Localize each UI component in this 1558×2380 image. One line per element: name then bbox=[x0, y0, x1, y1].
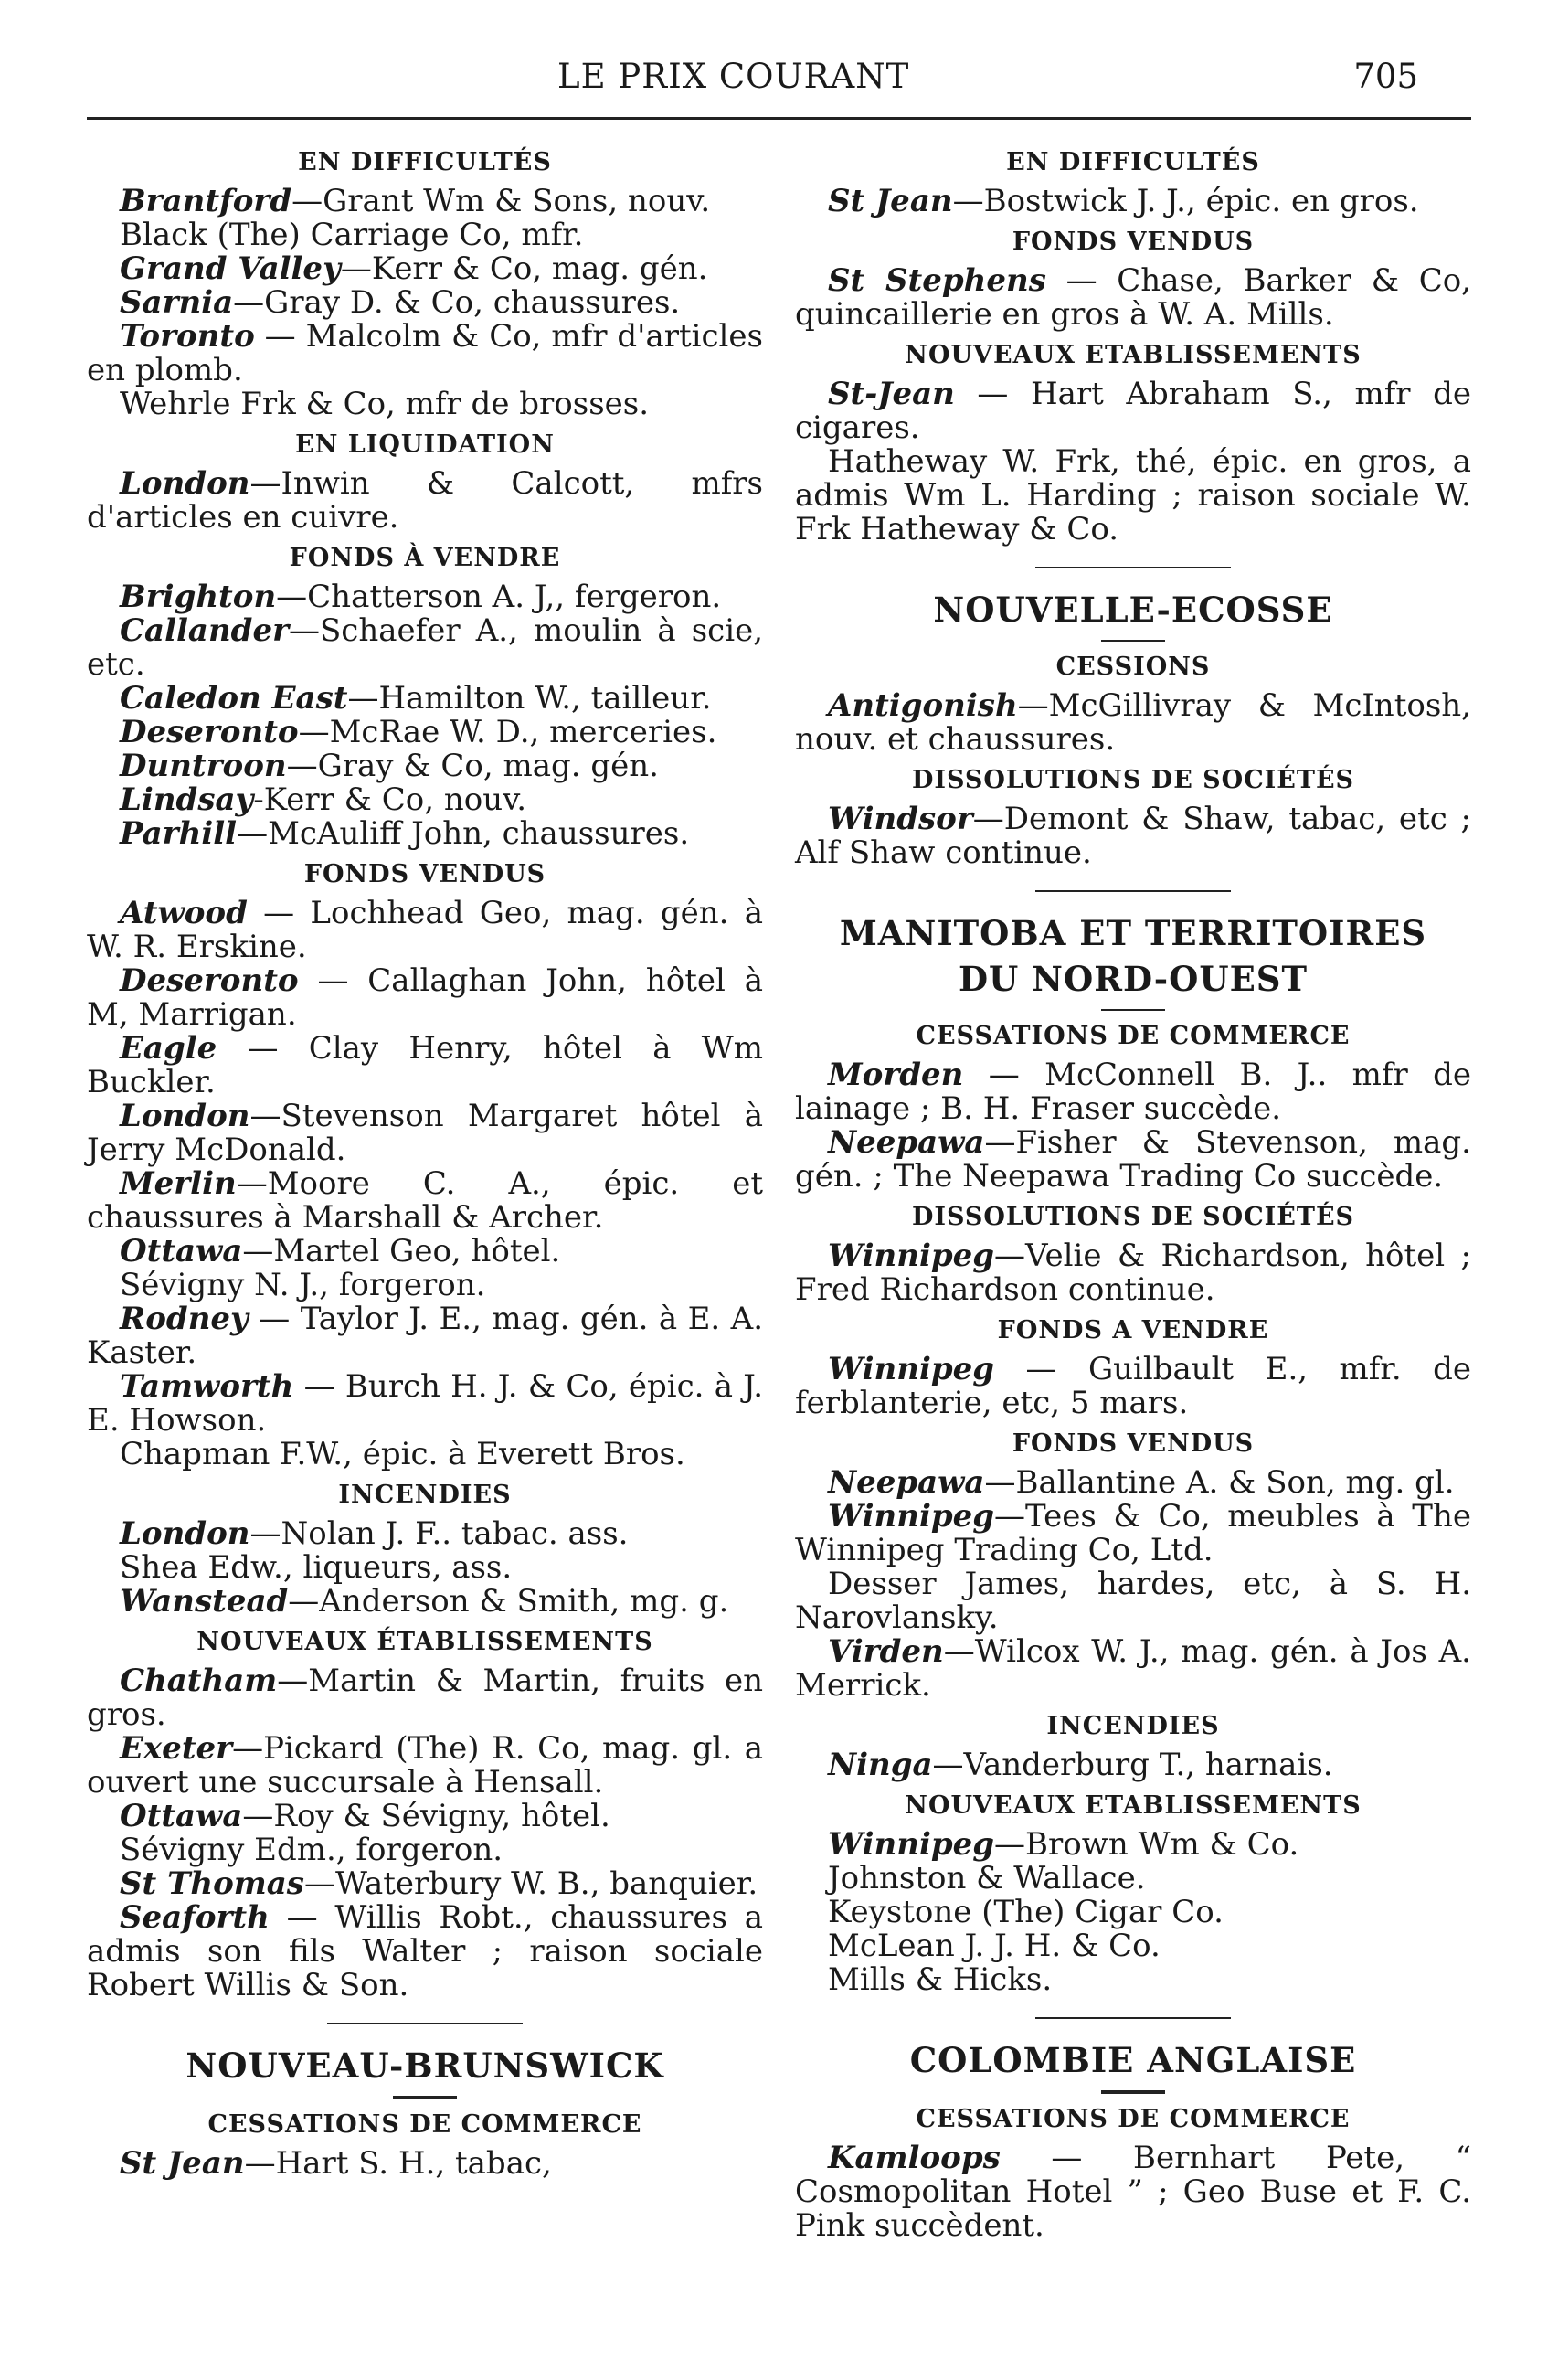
listing-entry bbox=[87, 2147, 763, 2181]
place-name: Ottawa bbox=[120, 1233, 243, 1270]
entry-text: Inwin & Calcott, mfrs d'articles en cuivre. bbox=[87, 465, 763, 536]
province-rule bbox=[1101, 640, 1165, 642]
listing-entry bbox=[87, 1235, 763, 1269]
entry-dash: — bbox=[233, 284, 265, 321]
place-name: Seaforth bbox=[120, 1899, 270, 1936]
entry-dash: — bbox=[963, 1057, 1045, 1093]
listing-entry bbox=[795, 1466, 1471, 1500]
listing-entry bbox=[795, 1500, 1471, 1567]
place-name: St Stephens bbox=[828, 262, 1046, 299]
listing-entry bbox=[87, 964, 763, 1032]
section-rule bbox=[1035, 2017, 1231, 2019]
place-name: London bbox=[120, 1515, 250, 1552]
listing-entry bbox=[795, 445, 1471, 547]
entry-text: Lochhead Geo, mag. gén. à W. R. Erskine. bbox=[87, 895, 763, 965]
place-name: Brighton bbox=[120, 579, 277, 615]
place-name: Morden bbox=[828, 1057, 964, 1093]
listing-entry bbox=[87, 580, 763, 614]
listing-entry bbox=[795, 1239, 1471, 1307]
place-name: London bbox=[120, 1098, 250, 1134]
listing-entry bbox=[795, 2141, 1471, 2243]
section-entries bbox=[795, 1058, 1471, 1194]
left-sections bbox=[87, 146, 763, 2003]
listing-entry bbox=[87, 1517, 763, 1551]
entry-text: Kerr & Co, mag. gén. bbox=[371, 250, 708, 287]
entry-dash: — bbox=[994, 1826, 1026, 1863]
listing-entry bbox=[795, 1567, 1471, 1635]
listing-entry bbox=[87, 682, 763, 716]
entry-dash: — bbox=[254, 318, 306, 355]
listing-entry bbox=[795, 1353, 1471, 1420]
place-name: St-Jean bbox=[828, 376, 955, 412]
entry-text: Malcolm & Co, mfr d'articles en plomb. bbox=[87, 318, 763, 388]
listing-entry bbox=[87, 1302, 763, 1370]
entry-text: McAuliff John, chaussures. bbox=[268, 815, 690, 852]
section-heading: NOUVEAUX ETABLISSEMENTS bbox=[905, 341, 1362, 369]
entry-dash: — bbox=[984, 1464, 1016, 1501]
entry-dash: — bbox=[247, 895, 311, 931]
entry-text: Bostwick J. J., épic. en gros. bbox=[983, 183, 1419, 219]
entry-dash: — bbox=[298, 962, 368, 999]
listing-entry bbox=[795, 377, 1471, 445]
section-entries bbox=[87, 1517, 763, 1619]
province-title: COLOMBIE ANGLAISE bbox=[909, 2040, 1357, 2080]
manitoba-sections bbox=[795, 1020, 1471, 1997]
place-name: Winnipeg bbox=[828, 1826, 995, 1863]
entry-dash: — bbox=[298, 714, 330, 750]
section-entries bbox=[795, 1828, 1471, 1997]
entry-text: Hart S. H., tabac, bbox=[275, 2145, 552, 2182]
entry-text: Black (The) Carriage Co, mfr. bbox=[120, 217, 584, 253]
entry-text: Martin & Martin, fruits en gros. bbox=[87, 1663, 763, 1733]
entry-dash: — bbox=[293, 1368, 345, 1405]
listing-entry bbox=[795, 1126, 1471, 1194]
entry-dash: — bbox=[1000, 2140, 1133, 2176]
place-name: Caledon East bbox=[120, 680, 348, 717]
entry-text: Martel Geo, hôtel. bbox=[273, 1233, 561, 1270]
entry-text: Gray & Co, mag. gén. bbox=[317, 748, 659, 784]
right-column bbox=[795, 139, 1471, 2243]
place-name: Chatham bbox=[120, 1663, 278, 1699]
entry-text: McRae W. D., merceries. bbox=[329, 714, 717, 750]
section-entries bbox=[87, 467, 763, 535]
entry-text: Willis Robt., chaussures a admis son fils Walter ; raison sociale Robert Willis & Son. bbox=[87, 1899, 763, 2003]
entry-text: Waterbury W. B., banquier. bbox=[334, 1865, 758, 1902]
entry-text: Mills & Hicks. bbox=[828, 1961, 1053, 1998]
section-heading: NOUVEAUX ETABLISSEMENTS bbox=[905, 1791, 1362, 1820]
listing-entry bbox=[87, 286, 763, 320]
entry-dash: — bbox=[994, 1238, 1026, 1274]
place-name: Grand Valley bbox=[120, 250, 341, 287]
section-entries bbox=[87, 580, 763, 851]
entry-text: Moore C. A., épic. et chaussures à Marshall & Archer. bbox=[87, 1165, 763, 1236]
place-name: Brantford bbox=[120, 183, 292, 219]
listing-entry bbox=[87, 467, 763, 535]
section-entries bbox=[795, 1748, 1471, 1782]
entry-text: Demont & Shaw, tabac, etc ; Alf Shaw continue. bbox=[795, 801, 1471, 871]
section-heading: CESSATIONS DE COMMERCE bbox=[916, 2105, 1351, 2133]
entry-dash: - bbox=[253, 781, 264, 818]
section-heading: FONDS VENDUS bbox=[303, 860, 546, 888]
place-name: Winnipeg bbox=[828, 1238, 995, 1274]
place-name: Atwood bbox=[120, 895, 248, 931]
entry-text: Sévigny N. J., forgeron. bbox=[120, 1267, 486, 1303]
section-rule bbox=[327, 2023, 523, 2024]
listing-entry bbox=[87, 1100, 763, 1167]
entry-text: Roy & Sévigny, hôtel. bbox=[273, 1798, 610, 1834]
listing-entry bbox=[87, 1167, 763, 1235]
place-name: Wanstead bbox=[120, 1583, 289, 1620]
place-name: Ninga bbox=[828, 1747, 933, 1783]
entry-text: Taylor J. E., mag. gén. à E. A. Kaster. bbox=[87, 1301, 763, 1371]
place-name: Deseronto bbox=[120, 714, 299, 750]
entry-text: McGillivray & McIntosh, nouv. et chaussures. bbox=[795, 687, 1471, 758]
section-entries bbox=[87, 897, 763, 1472]
listing-entry bbox=[87, 1867, 763, 1901]
section-entries bbox=[795, 689, 1471, 757]
section-heading: INCENDIES bbox=[1046, 1712, 1220, 1740]
entry-text: Guilbault E., mfr. de ferblanterie, etc, 5 mars. bbox=[795, 1351, 1471, 1421]
entry-text: Hamilton W., tailleur. bbox=[378, 680, 712, 717]
listing-entry bbox=[795, 1862, 1471, 1896]
listing-entry bbox=[795, 1828, 1471, 1862]
entry-text: Hart Abraham S., mfr de cigares. bbox=[795, 376, 1471, 446]
entry-text: Kerr & Co, nouv. bbox=[263, 781, 527, 818]
section-entries bbox=[795, 802, 1471, 870]
entry-text: Chase, Barker & Co, quincaillerie en gros à W. A. Mills. bbox=[795, 262, 1471, 333]
nouvelle-ecosse-sections bbox=[795, 651, 1471, 870]
entry-dash: — bbox=[242, 1233, 274, 1270]
place-name: Duntroon bbox=[120, 748, 287, 784]
place-name: Parhill bbox=[120, 815, 238, 852]
entry-dash: — bbox=[249, 1098, 281, 1134]
place-name: Merlin bbox=[120, 1165, 237, 1202]
listing-entry bbox=[87, 218, 763, 252]
entry-dash: — bbox=[249, 465, 281, 502]
entry-dash: — bbox=[1045, 262, 1118, 299]
listing-entry bbox=[795, 1748, 1471, 1782]
entry-dash: — bbox=[952, 183, 984, 219]
place-name: Callander bbox=[120, 612, 289, 649]
entry-text: Sévigny Edm., forgeron. bbox=[120, 1832, 503, 1868]
place-name: St Jean bbox=[828, 183, 953, 219]
entry-dash: — bbox=[943, 1633, 975, 1670]
page-number: 705 bbox=[1353, 57, 1418, 96]
entry-text: Keystone (The) Cigar Co. bbox=[828, 1894, 1224, 1930]
section-heading: FONDS A VENDRE bbox=[997, 1316, 1269, 1344]
listing-entry bbox=[795, 1963, 1471, 1997]
place-name: Eagle bbox=[120, 1030, 217, 1067]
place-name: Deseronto bbox=[120, 962, 299, 999]
entry-text: Fisher & Stevenson, mag. gén. ; The Neepawa Trading Co succède. bbox=[795, 1124, 1471, 1195]
listing-entry bbox=[795, 1896, 1471, 1929]
listing-entry bbox=[795, 1058, 1471, 1126]
place-name: Windsor bbox=[828, 801, 973, 837]
section-heading: CESSATIONS DE COMMERCE bbox=[916, 1022, 1351, 1050]
section-entries bbox=[87, 185, 763, 421]
place-name: St Thomas bbox=[120, 1865, 304, 1902]
entry-dash: — bbox=[1017, 687, 1049, 724]
section-entries bbox=[795, 1466, 1471, 1703]
header-rule bbox=[87, 117, 1471, 120]
listing-entry bbox=[87, 252, 763, 286]
entry-dash: — bbox=[286, 748, 318, 784]
entry-dash: — bbox=[303, 1865, 335, 1902]
entry-text: Anderson & Smith, mg. g. bbox=[319, 1583, 729, 1620]
listing-entry bbox=[795, 1635, 1471, 1703]
entry-dash: — bbox=[994, 1498, 1026, 1535]
place-name: London bbox=[120, 465, 250, 502]
section-heading: CESSATIONS DE COMMERCE bbox=[207, 2110, 642, 2139]
province-entries bbox=[87, 2147, 763, 2181]
listing-entry bbox=[87, 1901, 763, 2003]
place-name: Ottawa bbox=[120, 1798, 243, 1834]
entry-text: Brown Wm & Co. bbox=[1025, 1826, 1299, 1863]
listing-entry bbox=[87, 1664, 763, 1732]
entry-text: Clay Henry, hôtel à Wm Buckler. bbox=[87, 1030, 763, 1100]
left-column bbox=[87, 139, 763, 2181]
province-title: NOUVEAU-BRUNSWICK bbox=[185, 2045, 664, 2086]
entry-dash: — bbox=[984, 1124, 1016, 1161]
entry-text: Tees & Co, meubles à The Winnipeg Trading Co, Ltd. bbox=[795, 1498, 1471, 1568]
entry-text: Velie & Richardson, hôtel ; Fred Richardson continue. bbox=[795, 1238, 1471, 1308]
running-title: LE PRIX COURANT bbox=[557, 57, 910, 96]
entry-dash: — bbox=[276, 579, 308, 615]
listing-entry bbox=[87, 1585, 763, 1619]
section-heading: EN DIFFICULTÉS bbox=[298, 148, 552, 176]
listing-entry bbox=[87, 716, 763, 749]
entry-text: Nolan J. F.. tabac. ass. bbox=[281, 1515, 629, 1552]
section-heading: CESSIONS bbox=[1055, 653, 1211, 681]
entry-text: Chapman F.W., épic. à Everett Bros. bbox=[120, 1436, 685, 1472]
place-name: Lindsay bbox=[120, 781, 254, 818]
entry-text: Wehrle Frk & Co, mfr de brosses. bbox=[120, 386, 650, 422]
section-entries bbox=[795, 1239, 1471, 1307]
entry-dash: — bbox=[291, 183, 323, 219]
listing-entry bbox=[87, 1438, 763, 1472]
listing-entry bbox=[87, 1551, 763, 1585]
place-name: Antigonish bbox=[828, 687, 1018, 724]
entry-dash: — bbox=[269, 1899, 335, 1936]
entry-dash: — bbox=[244, 2145, 276, 2182]
place-name: Tamworth bbox=[120, 1368, 294, 1405]
entry-text: Gray D. & Co, chaussures. bbox=[264, 284, 681, 321]
section-entries bbox=[795, 377, 1471, 547]
province-rule bbox=[1101, 2090, 1165, 2094]
section-entries bbox=[795, 185, 1471, 218]
place-name: Neepawa bbox=[828, 1124, 985, 1161]
running-head bbox=[82, 57, 1471, 99]
listing-entry bbox=[795, 264, 1471, 332]
section-heading: NOUVEAUX ÉTABLISSEMENTS bbox=[196, 1628, 653, 1656]
entry-text: Wilcox W. J., mag. gén. à Jos A. Merrick. bbox=[795, 1633, 1471, 1704]
entry-dash: — bbox=[277, 1663, 309, 1699]
section-heading: FONDS À VENDRE bbox=[289, 544, 561, 572]
place-name: Neepawa bbox=[828, 1464, 985, 1501]
entry-dash: — bbox=[236, 1165, 268, 1202]
section-heading: EN DIFFICULTÉS bbox=[1006, 148, 1260, 176]
listing-entry bbox=[87, 1032, 763, 1100]
entry-text: Schaefer A., moulin à scie, etc. bbox=[87, 612, 763, 683]
province-rule bbox=[1101, 1009, 1165, 1011]
entry-text: Bernhart Pete, “ Cosmopolitan Hotel ” ; Geo Buse et F. C. Pink succèdent. bbox=[795, 2140, 1471, 2244]
listing-entry bbox=[87, 749, 763, 783]
listing-entry bbox=[87, 320, 763, 388]
section-heading: FONDS VENDUS bbox=[1012, 228, 1255, 256]
entry-dash: — bbox=[994, 1351, 1088, 1387]
section-heading: EN LIQUIDATION bbox=[295, 430, 555, 459]
listing-entry bbox=[795, 689, 1471, 757]
entry-dash: — bbox=[972, 801, 1004, 837]
listing-entry bbox=[87, 1800, 763, 1833]
entry-dash: — bbox=[249, 1515, 281, 1552]
section-rule bbox=[1035, 567, 1231, 568]
province-title: NOUVELLE-ECOSSE bbox=[933, 590, 1333, 630]
entry-dash: — bbox=[248, 1301, 301, 1337]
entry-text: Hatheway W. Frk, thé, épic. en gros, a admis Wm L. Harding ; raison sociale W. Frk Hatheway & Co. bbox=[795, 443, 1471, 547]
entry-text: Desser James, hardes, etc, à S. H. Narovlansky. bbox=[795, 1566, 1471, 1636]
entry-dash: — bbox=[288, 1583, 320, 1620]
listing-entry bbox=[795, 1929, 1471, 1963]
province-title: MANITOBA ET TERRITOIRES bbox=[839, 913, 1427, 953]
entry-dash: — bbox=[954, 376, 1031, 412]
entry-dash: — bbox=[289, 612, 320, 649]
right-sections bbox=[795, 146, 1471, 547]
entry-dash: — bbox=[237, 815, 269, 852]
entry-text: Chatterson A. J,, fergeron. bbox=[307, 579, 722, 615]
entry-text: McConnell B. J.. mfr de lainage ; B. H. Fraser succède. bbox=[795, 1057, 1471, 1127]
entry-text: Vanderburg T., harnais. bbox=[963, 1747, 1333, 1783]
province-rule bbox=[393, 2096, 457, 2099]
listing-entry bbox=[795, 185, 1471, 218]
listing-entry bbox=[87, 1269, 763, 1302]
section-rule bbox=[1035, 890, 1231, 892]
entry-text: Callaghan John, hôtel à M, Marrigan. bbox=[87, 962, 763, 1033]
entry-dash: — bbox=[217, 1030, 309, 1067]
section-heading: INCENDIES bbox=[338, 1481, 512, 1509]
listing-entry bbox=[87, 185, 763, 218]
section-heading: DISSOLUTIONS DE SOCIÉTÉS bbox=[911, 766, 1355, 794]
listing-entry bbox=[87, 1833, 763, 1867]
entry-text: Ballantine A. & Son, mg. gl. bbox=[1015, 1464, 1455, 1501]
section-entries bbox=[795, 1353, 1471, 1420]
listing-entry bbox=[87, 614, 763, 682]
listing-entry bbox=[87, 388, 763, 421]
listing-entry bbox=[87, 897, 763, 964]
entry-dash: — bbox=[232, 1730, 264, 1767]
colombie-entries bbox=[795, 2141, 1471, 2243]
listing-entry bbox=[87, 817, 763, 851]
entry-text: Shea Edw., liqueurs, ass. bbox=[120, 1549, 513, 1586]
place-name: Sarnia bbox=[120, 284, 234, 321]
listing-entry bbox=[795, 802, 1471, 870]
entry-text: Pickard (The) R. Co, mag. gl. a ouvert une succursale à Hensall. bbox=[87, 1730, 763, 1801]
entry-text: Grant Wm & Sons, nouv. bbox=[323, 183, 711, 219]
entry-dash: — bbox=[347, 680, 379, 717]
listing-entry bbox=[87, 783, 763, 817]
place-name: Winnipeg bbox=[828, 1498, 995, 1535]
entry-text: Stevenson Margaret hôtel à Jerry McDonald. bbox=[87, 1098, 763, 1168]
place-name: St Jean bbox=[120, 2145, 245, 2182]
place-name: Rodney bbox=[120, 1301, 249, 1337]
section-entries bbox=[87, 1664, 763, 2003]
entry-dash: — bbox=[340, 250, 372, 287]
province-title-line2: DU NORD-OUEST bbox=[958, 959, 1309, 999]
entry-dash: — bbox=[932, 1747, 964, 1783]
section-heading: FONDS VENDUS bbox=[1012, 1429, 1255, 1458]
listing-entry bbox=[87, 1370, 763, 1438]
section-heading: DISSOLUTIONS DE SOCIÉTÉS bbox=[911, 1203, 1355, 1231]
section-entries bbox=[795, 264, 1471, 332]
place-name: Virden bbox=[828, 1633, 944, 1670]
entry-dash: — bbox=[242, 1798, 274, 1834]
place-name: Kamloops bbox=[828, 2140, 1001, 2176]
entry-text: Johnston & Wallace. bbox=[828, 1860, 1146, 1897]
entry-text: McLean J. J. H. & Co. bbox=[828, 1928, 1161, 1964]
listing-entry bbox=[87, 1732, 763, 1800]
place-name: Winnipeg bbox=[828, 1351, 995, 1387]
place-name: Exeter bbox=[120, 1730, 233, 1767]
place-name: Toronto bbox=[120, 318, 255, 355]
entry-text: Burch H. J. & Co, épic. à J. E. Howson. bbox=[87, 1368, 763, 1439]
